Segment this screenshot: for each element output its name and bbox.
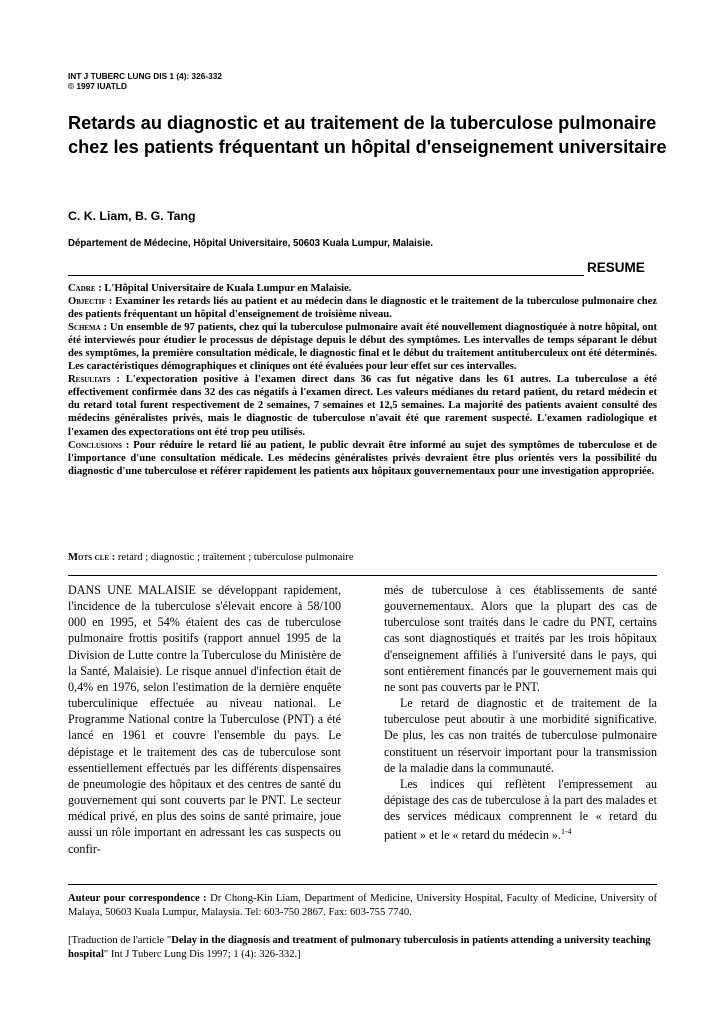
journal-line-1: INT J TUBERC LUNG DIS 1 (4): 326-332 [68,71,222,81]
correspondence-text: Dr Chong-Kin Liam, Department of Medicine, University Hospital, Faculty of Medicine, University of Malaya, 50603 Kuala Lumpur, Malaysia. Tel: 603-750 2867. Fax: 603-755 7740. [68,893,658,919]
cadre-text: L'Hôpital Universitaire de Kuala Lumpur en Malaisie. [104,283,352,294]
abstract-schema [68,321,657,373]
abstract-objectif [68,295,657,321]
translation-prefix: [Traduction de l'article " [68,935,172,946]
conclusions-label: Conclusions : [68,439,130,451]
translation-suffix: " Int J Tuberc Lung Dis 1997; 1 (4): 326-332.] [103,949,301,961]
body-paragraph: més de tuberculose à ces établissements de santé gouvernementaux. Alors que la plupart des cas de tuberculose sont traités dans le cadre du PNT, certains cas sont diagnostiqués et traités par les trois hôpitaux d'enseignement affiliés à l'université dans le pays, qui sont entièrement financés par le gouvernement mais qui ne sont pas couverts par le PNT. [384,583,657,694]
body-column-right [384,582,657,844]
conclusions-text: Pour réduire le retard lié au patient, le public devrait être informé au sujet des symptômes de tuberculose et de l'importance d'une consultation médicale. Les médecins généralistes privés devraient être plus orientés vers la possibilité du diagnostic d'une tuberculose et référer rapidement les patients aux hôpitaux gouvernementaux pour une investigation appropriée. [68,439,657,477]
journal-citation [68,71,222,91]
abstract-resultats [68,373,657,438]
affiliation: Département de Médecine, Hôpital Universitaire, 50603 Kuala Lumpur, Malaisie. [68,238,434,249]
translation-note [68,934,657,963]
reference-superscript: 1-4 [560,827,572,837]
schema-label: Schema : [68,322,108,334]
body-paragraph [384,776,657,844]
body-paragraph-text: Les indices qui reflètent l'empressement au dépistage des cas de tuberculose à la part des malades et des services médicaux comprennent le « retard du patient » et le « retard du médecin ». [384,776,657,843]
resultats-label: Resultats : [68,374,120,386]
body-paragraph: Le retard de diagnostic et de traitement de la tuberculose peut aboutir à une morbidité significative. De plus, les cas non traités de tuberculose pulmonaire constituent un réservoir important pour la transmission de la maladie dans la communauté. [384,696,657,775]
section-title: RESUME [587,260,645,275]
abstract-cadre [68,282,657,295]
keywords-label: Mots cle : [68,552,116,563]
keywords [68,552,657,563]
abstract-conclusions [68,439,657,478]
footnote-rule [68,884,657,885]
correspondence-note [68,892,657,921]
objectif-label: Objectif : [68,296,113,308]
journal-line-2: © 1997 IUATLD [68,81,127,91]
schema-text: Un ensemble de 97 patients, chez qui la tuberculose pulmonaire avait été nouvellement diagnostiquée à notre hôpital, ont été interviewés pour étudier le processus de dépistage depuis le début des symptômes. Les intervalles de temps séparant le début des symptômes, la première consultation médicale, le diagnostic final et le début du traitement antituberculeux ont été déterminés. Les caractéristiques démographiques et cliniques ont été évaluées pour leur effet sur ces intervalles. [68,322,657,373]
resultats-text: L'expectoration positive à l'examen direct dans 36 cas fut négative dans les 61 autres. La tuberculose a été effectivement confirmée dans 32 des cas négatifs à l'examen direct. Les valeurs médianes du retard patient, du retard médecin et du retard total furent respectivement de 2 semaines, 7 semaines et 12,5 semaines. La majorité des patients avaient consulté des médecins généralistes privés, mais le diagnostic de tuberculose n'avait été que rarement suspecté. L'examen radiologique et l'examen des expectorations ont été trop peu utilisés. [68,374,657,438]
body-paragraph: DANS UNE MALAISIE se développant rapidement, l'incidence de la tuberculose s'élevait encore à 58/100 000 en 1995, et 54% étaient des cas de tuberculose pulmonaire frottis positifs (rapport annuel 1995 de la Division de Lutte contre la Tuberculose du Ministère de la Santé, Malaisie). Le risque annuel d'infection était de 0,4% en 1976, selon l'estimation de la dernière enquête tuberculinique effectuée au niveau national. Le Programme National contre la Tuberculose (PNT) a été lancé en 1961 et couvre l'ensemble du pays. Le dépistage et le traitement des cas de tuberculose sont essentiellement effectués par les différents dispensaires de pneumologie des hôpitaux et des centres de santé du gouvernement qui sont couverts par le PNT. Le secteur médical privé, en plus des soins de santé primaire, joue aussi un rôle important en adressant les cas suspects ou confir- [68,583,341,856]
body-column-left [68,582,341,857]
cadre-label: Cadre : [68,283,102,294]
abstract [68,282,657,478]
abstract-rule [68,575,657,576]
correspondence-label: Auteur pour correspondence : [68,893,207,904]
objectif-text: Examiner les retards liés au patient et au médecin dans le diagnostic et le traitement de la tuberculose pulmonaire chez des patients fréquentant un hôpital d'enseignement de troisième niveau. [68,296,658,321]
keywords-text: retard ; diagnostic ; traitement ; tuberculose pulmonaire [117,552,354,563]
article-title: Retards au diagnostic et au traitement de la tuberculose pulmonaire chez les patients fréquentant un hôpital d'enseignement universitaire [68,113,667,157]
authors: C. K. Liam, B. G. Tang [68,209,196,223]
header-rule [68,275,584,276]
translation-title: Delay in the diagnosis and treatment of pulmonary tuberculosis in patients attending a university teaching hospital [68,935,651,961]
